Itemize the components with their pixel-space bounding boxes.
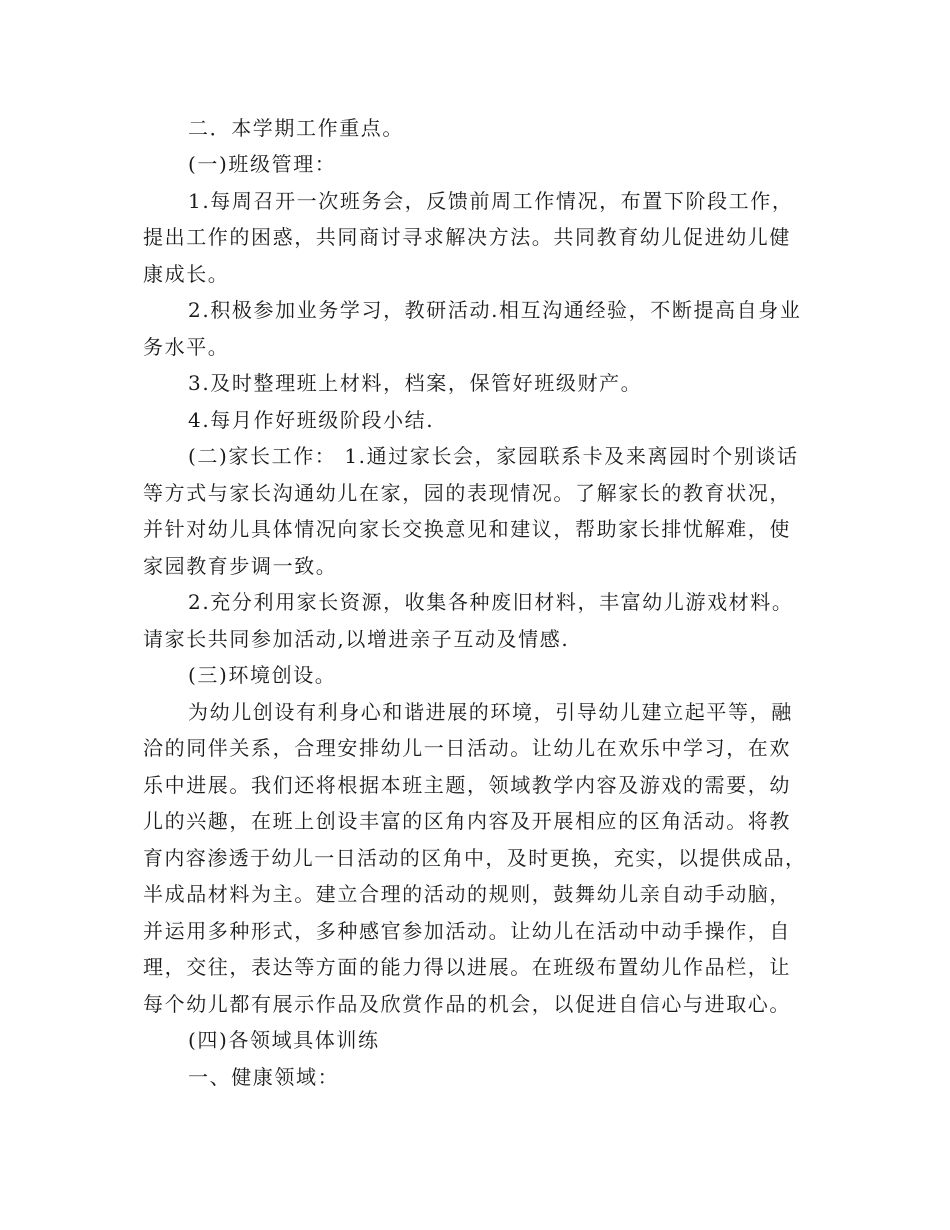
paragraph-line: 为幼儿创设有利身心和谐进展的环境，引导幼儿建立起平等，融: [188, 700, 793, 724]
paragraph-line: 康成长。: [143, 262, 230, 286]
paragraph-line: 务水平。: [143, 335, 230, 359]
paragraph-line: 家园教育步调一致。: [143, 554, 338, 578]
paragraph-line: 2.积极参加业务学习，教研活动.相互沟通经验，不断提高自身业: [188, 298, 802, 322]
paragraph-line: 3.及时整理班上材料，档案，保管好班级财产。: [188, 371, 643, 395]
paragraph-line: 提出工作的困惑，共同商讨寻求解决方法。共同教育幼儿促进幼儿健: [143, 225, 791, 249]
paragraph-line: 等方式与家长沟通幼儿在家，园的表现情况。了解家长的教育状况，: [143, 481, 791, 505]
paragraph-line: 洽的同伴关系，合理安排幼儿一日活动。让幼儿在欢乐中学习，在欢: [143, 736, 791, 760]
paragraph-line: 4.每月作好班级阶段小结.: [188, 408, 435, 432]
paragraph-line: 理，交往，表达等方面的能力得以进展。在班级布置幼儿作品栏，让: [143, 955, 791, 979]
paragraph-line: 乐中进展。我们还将根据本班主题，领域教学内容及游戏的需要，幼: [143, 773, 791, 797]
subheading-class-management: (一)班级管理：: [188, 152, 337, 176]
paragraph-line: 请家长共同参加活动,以增进亲子互动及情感.: [143, 627, 570, 651]
subheading-domain-training: (四)各领域具体训练: [188, 1028, 380, 1052]
section-heading-semester-focus: 二．本学期工作重点。: [188, 116, 404, 140]
subheading-parent-work: (二)家长工作： 1.通过家长会，家园联系卡及来离园时个别谈话: [188, 444, 799, 468]
paragraph-line: 1.每周召开一次班务会，反馈前周工作情况，布置下阶段工作，: [188, 189, 794, 213]
paragraph-line: 2.充分利用家长资源，收集各种废旧材料，丰富幼儿游戏材料。: [188, 590, 794, 614]
paragraph-line: 儿的兴趣，在班上创设丰富的区角内容及开展相应的区角活动。将教: [143, 809, 791, 833]
paragraph-line: 半成品材料为主。建立合理的活动的规则，鼓舞幼儿亲自动手动脑，: [143, 882, 791, 906]
paragraph-line: 并针对幼儿具体情况向家长交换意见和建议，帮助家长排忧解难，使: [143, 517, 791, 541]
paragraph-line: 育内容渗透于幼儿一日活动的区角中，及时更换，充实，以提供成品，: [143, 846, 807, 870]
paragraph-line: 每个幼儿都有展示作品及欣赏作品的机会，以促进自信心与进取心。: [143, 992, 791, 1016]
paragraph-line: 并运用多种形式，多种感官参加活动。让幼儿在活动中动手操作，自: [143, 919, 791, 943]
subheading-environment: (三)环境创设。: [188, 663, 337, 687]
subheading-health-domain: 一、健康领域：: [188, 1065, 340, 1089]
